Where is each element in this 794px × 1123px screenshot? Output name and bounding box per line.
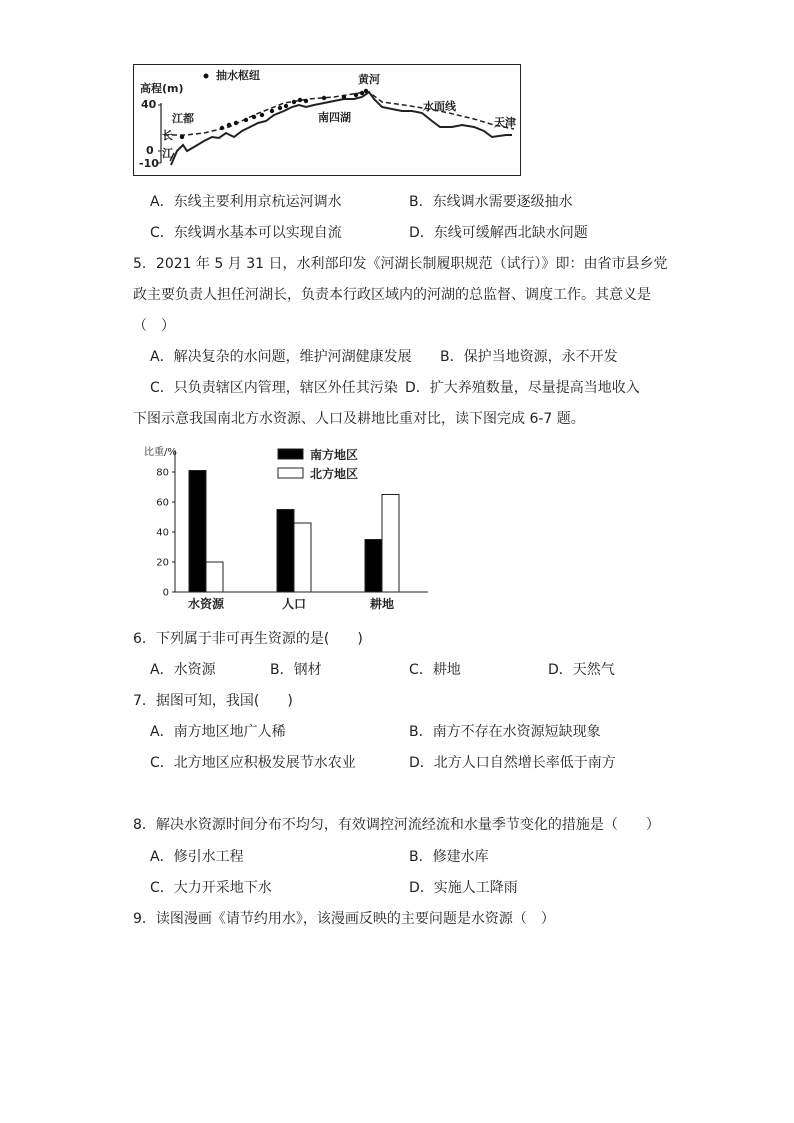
y-tick-label: 60 xyxy=(156,497,169,509)
bar-north xyxy=(382,495,399,593)
q8-option-d: D．实施人工降雨 xyxy=(409,880,518,896)
q7-option-c: C．北方地区应积极发展节水农业 xyxy=(150,755,356,771)
label-huanghe: 黄河 xyxy=(358,73,380,86)
legend-swatch xyxy=(278,449,303,459)
q7-option-b: B．南方不存在水资源短缺现象 xyxy=(409,724,601,740)
legend-label: 南方地区 xyxy=(310,448,359,462)
legend-pumping-station: 抽水枢纽 xyxy=(216,69,260,82)
y-tick-label: 80 xyxy=(156,467,169,479)
q8-option-a: A．修引水工程 xyxy=(150,849,244,865)
q9-stem: 9．读图漫画《请节约用水》，该漫画反映的主要问题是水资源（ ） xyxy=(133,911,555,927)
q5-option-a: A．解决复杂的水问题，维护河湖健康发展 xyxy=(150,349,412,365)
q5-stem-line2: 政主要负责人担任河湖长，负责本行政区域内的河湖的总监督、调度工作。其意义是 xyxy=(133,287,651,303)
q6-option-b: B．钢材 xyxy=(270,662,322,678)
bar-south xyxy=(189,471,206,593)
x-category-label: 耕地 xyxy=(369,597,395,611)
ytick-minus10: -10 xyxy=(139,157,159,170)
ytick-40: 40 xyxy=(141,98,157,111)
bar-chart-svg xyxy=(138,442,433,618)
bar-north xyxy=(294,523,311,592)
q7-stem: 7．据图可知，我国( ) xyxy=(133,693,293,709)
y-tick-label: 20 xyxy=(156,557,169,569)
q4-option-c: C．东线调水基本可以实现自流 xyxy=(150,225,342,241)
bar-chart xyxy=(138,442,433,618)
q4-option-d: D．东线可缓解西北缺水问题 xyxy=(409,225,588,241)
q6-option-d: D．天然气 xyxy=(548,662,615,678)
label-nansihu: 南四湖 xyxy=(318,111,351,124)
y-tick-label: 0 xyxy=(162,587,169,599)
q6-stem: 6．下列属于非可再生资源的是( ) xyxy=(133,631,363,647)
q5-stem-line1: 5．2021 年 5 月 31 日，水利部印发《河湖长制履职规范（试行）》即：由省市县乡党 xyxy=(133,256,668,272)
q6-option-a: A．水资源 xyxy=(150,662,216,678)
label-changjiang-1: 长 xyxy=(162,129,173,142)
bar-south xyxy=(365,540,382,593)
q8-option-c: C．大力开采地下水 xyxy=(150,880,272,896)
intro-q6-q7: 下图示意我国南北方水资源、人口及耕地比重对比，读下图完成 6-7 题。 xyxy=(133,411,585,427)
y-tick-label: 40 xyxy=(156,527,169,539)
x-category-label: 人口 xyxy=(281,597,307,611)
q5-option-d: D．扩大养殖数量，尽量提高当地收入 xyxy=(405,380,640,396)
q4-option-b: B．东线调水需要逐级抽水 xyxy=(409,194,573,210)
q7-option-d: D．北方人口自然增长率低于南方 xyxy=(409,755,616,771)
chart-ylabel: 比重/% xyxy=(144,447,177,458)
bar-south xyxy=(277,510,294,593)
label-tianjin: 天津 xyxy=(494,116,516,129)
q8-option-b: B．修建水库 xyxy=(409,849,489,865)
legend-label: 北方地区 xyxy=(310,467,359,481)
q5-option-b: B．保护当地资源，永不开发 xyxy=(440,349,618,365)
ytick-0: 0 xyxy=(146,144,154,157)
q5-stem-line3: （ ） xyxy=(133,318,175,334)
profile-ylabel: 高程(m) xyxy=(140,82,184,95)
profile-diagram xyxy=(133,64,521,176)
q6-option-c: C．耕地 xyxy=(409,662,461,678)
q4-option-a: A．东线主要利用京杭运河调水 xyxy=(150,194,342,210)
q8-stem: 8．解决水资源时间分布不均匀，有效调控河流经流和水量季节变化的措施是（ ） xyxy=(133,817,660,833)
q5-option-c: C．只负责辖区内管理，辖区外任其污染 xyxy=(150,380,398,396)
label-waterline: 水面线 xyxy=(423,100,456,113)
legend-swatch xyxy=(278,468,303,478)
x-category-label: 水资源 xyxy=(187,597,225,611)
bar-north xyxy=(206,562,223,592)
q7-option-a: A．南方地区地广人稀 xyxy=(150,724,286,740)
label-jiangdu: 江都 xyxy=(172,112,194,125)
label-changjiang-2: 江 xyxy=(162,147,173,160)
